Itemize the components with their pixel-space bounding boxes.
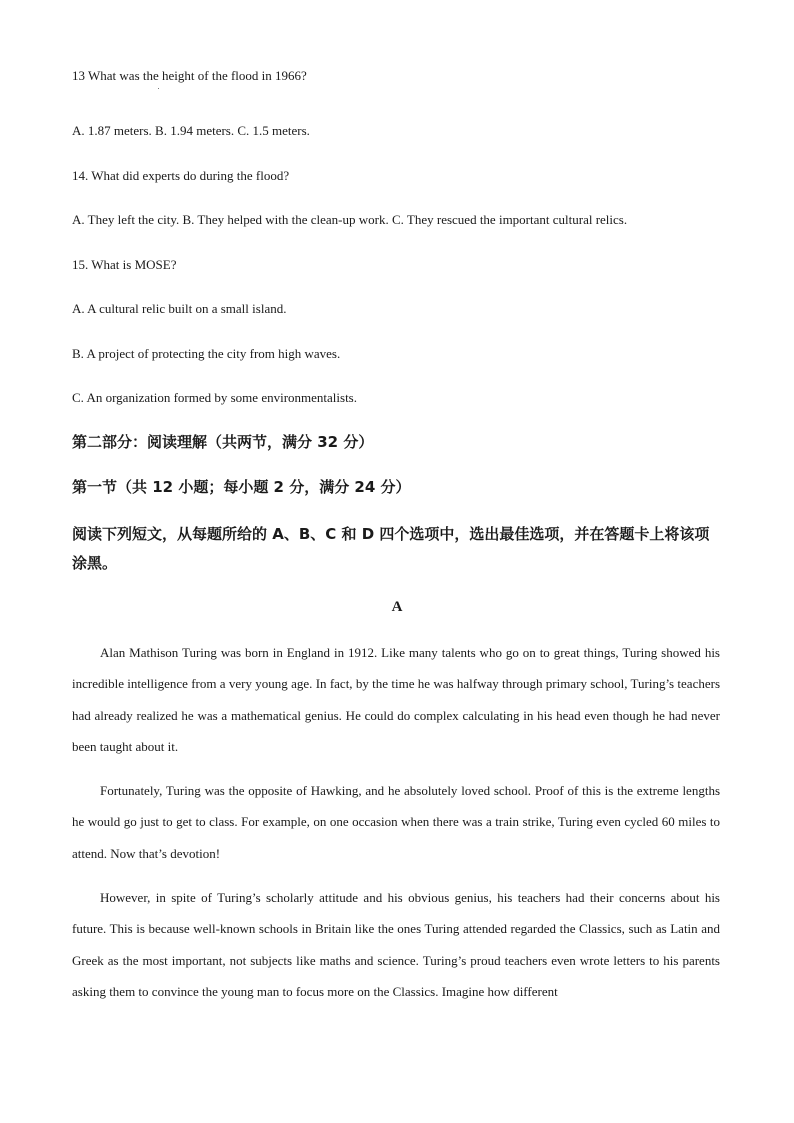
reading-instructions: 阅读下列短文，从每题所给的 A、B、C 和 D 四个选项中，选出最佳选项，并在答题卡上将该项涂黑。: [72, 525, 710, 572]
stray-mark: [158, 88, 159, 89]
question-15-option-a: A. A cultural relic built on a small island.: [72, 301, 287, 316]
question-14-options: A. They left the city. B. They helped with the clean-up work. C. They rescued the important cultural relics.: [72, 212, 628, 227]
part-heading: 第二部分：阅读理解（共两节，满分 32 分）: [72, 433, 374, 451]
question-13-stem: 13 What was the height of the flood in 1966?: [72, 68, 307, 83]
question-15-option-b: B. A project of protecting the city from high waves.: [72, 346, 341, 361]
passage-paragraph: Alan Mathison Turing was born in England in 1912. Like many talents who go on to great things, Turing showed his incredible intelligence from a very young age. In fact, by the time he was halfway through primary school, Turing’s teachers had already realized he was a mathematical genius. He could do complex calculating in his head even though he had never been taught about it.: [72, 645, 720, 754]
question-14-stem: 14. What did experts do during the flood?: [72, 168, 290, 183]
question-15-option-c: C. An organization formed by some environmentalists.: [72, 390, 357, 405]
passage-paragraph: Fortunately, Turing was the opposite of Hawking, and he absolutely loved school. Proof of this is the extreme lengths he would go just to get to class. For example, on one occasion when there was a train strike, Turing even cycled 60 miles to attend. Now that’s devotion!: [72, 783, 720, 861]
passage-paragraph: However, in spite of Turing’s scholarly attitude and his obvious genius, his teachers had their concerns about his future. This is because well-known schools in Britain like the ones Turing attended regarded the Classics, such as Latin and Greek as the most important, not subjects like maths and science. Turing’s proud teachers even wrote letters to his parents asking them to convince the young man to focus more on the Classics. Imagine how different: [72, 890, 720, 999]
subsection-heading: 第一节（共 12 小题；每小题 2 分，满分 24 分）: [72, 478, 411, 496]
passage-title: A: [391, 599, 403, 615]
question-13-options: A. 1.87 meters. B. 1.94 meters. C. 1.5 meters.: [72, 123, 310, 138]
question-15-stem: 15. What is MOSE?: [72, 257, 177, 272]
